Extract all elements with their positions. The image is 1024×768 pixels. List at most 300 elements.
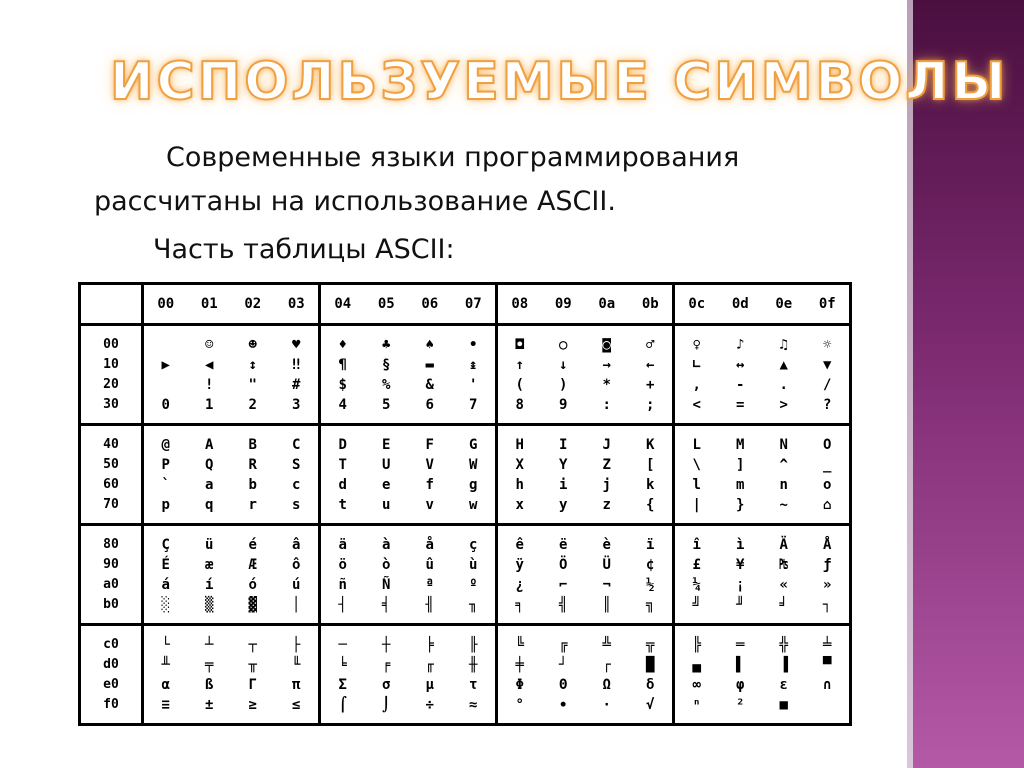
ascii-row-group	[80, 625, 851, 725]
ascii-char: 0	[161, 396, 170, 413]
ascii-char: ¢	[646, 556, 655, 573]
ascii-char: δ	[646, 676, 655, 693]
ascii-cell	[365, 525, 409, 625]
ascii-char: ½	[646, 576, 655, 593]
row-label: a0	[103, 576, 119, 592]
ascii-char: «	[779, 576, 788, 593]
ascii-char: û	[425, 556, 434, 573]
row-labels	[80, 525, 143, 625]
ascii-char: *	[602, 376, 611, 393]
ascii-char: }	[736, 496, 745, 513]
ascii-char: ║	[602, 596, 611, 613]
ascii-char: ♀	[692, 336, 701, 353]
ascii-char: α	[161, 676, 170, 693]
row-label: 00	[103, 336, 119, 352]
ascii-char: V	[425, 456, 434, 473]
ascii-char: _	[823, 456, 832, 473]
ascii-char: ◀	[205, 356, 214, 373]
ascii-char: Ω	[602, 676, 611, 693]
ascii-char: u	[382, 496, 391, 513]
ascii-char: ╚	[515, 636, 524, 653]
ascii-cell	[542, 325, 586, 425]
ascii-cell	[231, 625, 275, 725]
ascii-char: y	[559, 496, 568, 513]
ascii-char: ≡	[161, 696, 170, 713]
ascii-cell	[806, 525, 851, 625]
ascii-header-row	[80, 284, 851, 325]
ascii-cell	[674, 525, 719, 625]
ascii-char: ╤	[205, 656, 214, 673]
ascii-char: ⌠	[338, 696, 347, 713]
ascii-cell	[674, 325, 719, 425]
ascii-cell	[806, 425, 851, 525]
ascii-char: n	[779, 476, 788, 493]
ascii-char: │	[292, 596, 301, 613]
ascii-char: └	[161, 636, 170, 653]
ascii-char: ]	[736, 456, 745, 473]
ascii-cell	[542, 425, 586, 525]
ascii-cell	[674, 625, 719, 725]
ascii-char: φ	[736, 676, 745, 693]
column-header: 0a	[585, 284, 629, 325]
ascii-char: ╣	[559, 596, 568, 613]
column-header: 06	[408, 284, 452, 325]
column-header: 05	[365, 284, 409, 325]
ascii-char: Φ	[515, 676, 524, 693]
ascii-char: ç	[469, 536, 478, 553]
ascii-cell	[231, 425, 275, 525]
ascii-char: ·	[602, 696, 611, 713]
ascii-char: k	[646, 476, 655, 493]
ascii-cell	[408, 525, 452, 625]
ascii-char: ò	[382, 556, 391, 573]
ascii-char: ├	[292, 636, 301, 653]
ascii-char: Θ	[559, 676, 568, 693]
ascii-char: é	[248, 536, 257, 553]
paragraph-line-1: Современные языки программирования	[166, 142, 740, 173]
ascii-char: ╬	[779, 636, 788, 653]
ascii-char: ╔	[559, 636, 568, 653]
ascii-cell	[231, 325, 275, 425]
ascii-cell	[275, 425, 320, 525]
ascii-cell	[320, 525, 365, 625]
ascii-cell	[188, 425, 232, 525]
column-header: 01	[188, 284, 232, 325]
ascii-char: I	[559, 436, 568, 453]
ascii-char: ≈	[469, 696, 478, 713]
ascii-char: 2	[248, 396, 257, 413]
row-label: 90	[103, 556, 119, 572]
ascii-cell	[762, 525, 806, 625]
ascii-char: ¶	[338, 356, 347, 373]
ascii-cell	[188, 525, 232, 625]
row-label: d0	[103, 656, 119, 672]
ascii-cell	[542, 525, 586, 625]
row-label: 70	[103, 496, 119, 512]
ascii-char: ▬	[425, 356, 434, 373]
ascii-char: ←	[646, 356, 655, 373]
row-label: f0	[103, 696, 119, 712]
ascii-char: ♠	[425, 336, 434, 353]
ascii-char: å	[425, 536, 434, 553]
column-header: 09	[542, 284, 586, 325]
ascii-char: π	[292, 676, 301, 693]
ascii-char: ♥	[292, 336, 301, 353]
ascii-char: ª	[425, 576, 434, 593]
ascii-char: X	[515, 456, 524, 473]
ascii-char: O	[823, 436, 832, 453]
ascii-char: á	[161, 576, 170, 593]
row-label: 10	[103, 356, 119, 372]
ascii-char: ▶	[161, 356, 170, 373]
ascii-char: "	[248, 376, 257, 393]
ascii-char: ╢	[425, 596, 434, 613]
ascii-cell	[320, 325, 365, 425]
ascii-char: ╞	[425, 636, 434, 653]
ascii-cell	[806, 625, 851, 725]
column-header: 0e	[762, 284, 806, 325]
ascii-char: ú	[292, 576, 301, 593]
ascii-char: B	[248, 436, 257, 453]
ascii-char: ;	[646, 396, 655, 413]
ascii-char: g	[469, 476, 478, 493]
ascii-char: ┴	[205, 636, 214, 653]
ascii-char: ░	[161, 596, 170, 613]
ascii-cell	[629, 625, 674, 725]
ascii-char: ╒	[382, 656, 391, 673]
ascii-char: @	[161, 436, 170, 453]
ascii-char: >	[779, 396, 788, 413]
ascii-char: 1	[205, 396, 214, 413]
ascii-char: ÷	[425, 696, 434, 713]
ascii-char: σ	[382, 676, 391, 693]
ascii-char: (	[515, 376, 524, 393]
ascii-char: í	[205, 576, 214, 593]
ascii-char: l	[692, 476, 701, 493]
ascii-cell	[143, 625, 188, 725]
ascii-cell	[719, 625, 763, 725]
ascii-char: ‼	[292, 356, 301, 373]
ascii-char: ╪	[515, 656, 524, 673]
ascii-cell	[320, 425, 365, 525]
ascii-char: °	[515, 696, 524, 713]
row-label: 30	[103, 396, 119, 412]
ascii-char: ↑	[515, 356, 524, 373]
ascii-char: ñ	[338, 576, 347, 593]
ascii-cell	[320, 625, 365, 725]
ascii-char: Q	[205, 456, 214, 473]
ascii-char: ù	[469, 556, 478, 573]
ascii-char: É	[161, 556, 170, 573]
ascii-char: K	[646, 436, 655, 453]
ascii-char: ╫	[469, 656, 478, 673]
ascii-char: 7	[469, 396, 478, 413]
ascii-char: m	[736, 476, 745, 493]
ascii-char: 9	[559, 396, 568, 413]
ascii-char: w	[469, 496, 478, 513]
ascii-cell	[719, 425, 763, 525]
ascii-char: è	[602, 536, 611, 553]
ascii-char: v	[425, 496, 434, 513]
ascii-char: ◙	[602, 336, 611, 353]
ascii-char: ÿ	[515, 556, 524, 573]
ascii-char: R	[248, 456, 257, 473]
ascii-char: ╜	[736, 596, 745, 613]
ascii-cell	[275, 625, 320, 725]
ascii-table	[78, 282, 852, 726]
ascii-char: ö	[338, 556, 347, 573]
ascii-cell	[275, 325, 320, 425]
ascii-char: Ü	[602, 556, 611, 573]
ascii-char: ┘	[559, 656, 568, 673]
ascii-char: ê	[515, 536, 524, 553]
ascii-char: S	[292, 456, 301, 473]
ascii-char: ╠	[692, 636, 701, 653]
ascii-cell	[452, 625, 497, 725]
ascii-cell	[143, 425, 188, 525]
ascii-char: ┬	[248, 636, 257, 653]
row-label: b0	[103, 596, 119, 612]
ascii-char: ♪	[736, 336, 745, 353]
ascii-char: 5	[382, 396, 391, 413]
ascii-cell	[497, 425, 542, 525]
ascii-char: º	[469, 576, 478, 593]
ascii-char: p	[161, 496, 170, 513]
ascii-char: f	[425, 476, 434, 493]
ascii-char: ▌	[736, 656, 745, 673]
ascii-char: 4	[338, 396, 347, 413]
ascii-cell	[143, 325, 188, 425]
ascii-cell	[762, 425, 806, 525]
ascii-char: 6	[425, 396, 434, 413]
ascii-char: #	[292, 376, 301, 393]
column-header: 0f	[806, 284, 851, 325]
ascii-char: {	[646, 496, 655, 513]
ascii-char: ╨	[161, 656, 170, 673]
ascii-char: !	[205, 376, 214, 393]
ascii-char: ╝	[692, 596, 701, 613]
ascii-char: C	[292, 436, 301, 453]
column-header: 08	[497, 284, 542, 325]
ascii-char: •	[469, 336, 478, 353]
ascii-char: ∩	[823, 676, 832, 693]
ascii-char: τ	[469, 676, 478, 693]
ascii-char: ₧	[779, 556, 788, 573]
ascii-char: ▄	[692, 656, 701, 673]
ascii-char: Ö	[559, 556, 568, 573]
ascii-char: ¬	[602, 576, 611, 593]
ascii-char: ~	[779, 496, 788, 513]
ascii-char: ╖	[469, 596, 478, 613]
row-labels	[80, 625, 143, 725]
ascii-char: ⌂	[823, 496, 832, 513]
ascii-char: ï	[646, 536, 655, 553]
ascii-cell	[452, 525, 497, 625]
slide-title: ИСПОЛЬЗУЕМЫЕ СИМВОЛЫ	[110, 52, 1009, 112]
ascii-char: ^	[779, 456, 788, 473]
ascii-char: ▐	[779, 656, 788, 673]
ascii-row-group	[80, 425, 851, 525]
column-header: 00	[143, 284, 188, 325]
ascii-char: ☻	[248, 336, 257, 353]
ascii-char: A	[205, 436, 214, 453]
ascii-char: ↨	[469, 356, 478, 373]
ascii-cell	[497, 625, 542, 725]
ascii-char: ╙	[292, 656, 301, 673]
ascii-char: Σ	[338, 676, 347, 693]
ascii-char: ≥	[248, 696, 257, 713]
ascii-char: q	[205, 496, 214, 513]
ascii-char: ╗	[646, 596, 655, 613]
ascii-char: î	[692, 536, 701, 553]
ascii-cell	[275, 525, 320, 625]
ascii-char: ¥	[736, 556, 745, 573]
ascii-char: J	[602, 436, 611, 453]
ascii-char: ☺	[205, 336, 214, 353]
ascii-char: ○	[559, 336, 568, 353]
ascii-char: ╘	[338, 656, 347, 673]
ascii-char: $	[338, 376, 347, 393]
column-header: 0b	[629, 284, 674, 325]
ascii-char: r	[248, 496, 257, 513]
ascii-char: 8	[515, 396, 524, 413]
ascii-char: ╟	[469, 636, 478, 653]
ascii-char: ╕	[515, 596, 524, 613]
ascii-char: ♂	[646, 336, 655, 353]
ascii-char: ß	[205, 676, 214, 693]
ascii-char: ◘	[515, 336, 524, 353]
ascii-char: µ	[425, 676, 434, 693]
ascii-char: \	[692, 456, 701, 473]
ascii-char: ─	[338, 636, 347, 653]
ascii-char: E	[382, 436, 391, 453]
ascii-char: |	[692, 496, 701, 513]
ascii-cell	[542, 625, 586, 725]
ascii-char: c	[292, 476, 301, 493]
ascii-char: ó	[248, 576, 257, 593]
ascii-char: ä	[338, 536, 347, 553]
ascii-char: :	[602, 396, 611, 413]
ascii-char: M	[736, 436, 745, 453]
ascii-char: Z	[602, 456, 611, 473]
ascii-cell	[719, 325, 763, 425]
row-labels	[80, 325, 143, 425]
ascii-char: b	[248, 476, 257, 493]
ascii-char: 3	[292, 396, 301, 413]
ascii-char: ⌡	[382, 696, 391, 713]
ascii-char: ∞	[692, 676, 701, 693]
ascii-cell	[452, 325, 497, 425]
ascii-char: →	[602, 356, 611, 373]
ascii-char: Å	[823, 536, 832, 553]
ascii-char: ¼	[692, 576, 701, 593]
ascii-char: F	[425, 436, 434, 453]
ascii-char: ¿	[515, 576, 524, 593]
ascii-char: Γ	[248, 676, 257, 693]
ascii-char: Ä	[779, 536, 788, 553]
ascii-char: -	[736, 376, 745, 393]
ascii-cell	[452, 425, 497, 525]
ascii-char: ╓	[425, 656, 434, 673]
ascii-char: '	[469, 376, 478, 393]
ascii-char: T	[338, 456, 347, 473]
ascii-char: d	[338, 476, 347, 493]
ascii-char: ≤	[292, 696, 301, 713]
ascii-char: â	[292, 536, 301, 553]
ascii-char: [	[646, 456, 655, 473]
ascii-char: Ç	[161, 536, 170, 553]
ascii-cell	[585, 325, 629, 425]
ascii-cell	[497, 325, 542, 425]
ascii-cell	[231, 525, 275, 625]
ascii-cell	[629, 325, 674, 425]
column-header: 04	[320, 284, 365, 325]
ascii-char: ☼	[823, 336, 832, 353]
ascii-cell	[143, 525, 188, 625]
ascii-char: t	[338, 496, 347, 513]
ascii-char: ╩	[602, 636, 611, 653]
ascii-char: ↔	[736, 356, 745, 373]
ascii-cell	[585, 525, 629, 625]
ascii-corner-cell	[80, 284, 143, 325]
ascii-cell	[188, 625, 232, 725]
ascii-cell	[365, 425, 409, 525]
ascii-char: <	[692, 396, 701, 413]
ascii-char: z	[602, 496, 611, 513]
ascii-char: s	[292, 496, 301, 513]
ascii-row-group	[80, 525, 851, 625]
ascii-char: æ	[205, 556, 214, 573]
ascii-char: W	[469, 456, 478, 473]
ascii-char: N	[779, 436, 788, 453]
ascii-char: ε	[779, 676, 788, 693]
ascii-cell	[762, 325, 806, 425]
row-label: 40	[103, 436, 119, 452]
row-label: 80	[103, 536, 119, 552]
ascii-cell	[629, 425, 674, 525]
ascii-char: i	[559, 476, 568, 493]
ascii-char: ∙	[559, 696, 568, 713]
ascii-cell	[408, 425, 452, 525]
ascii-char: ±	[205, 696, 214, 713]
ascii-char: ,	[692, 376, 701, 393]
ascii-char: `	[161, 476, 170, 493]
ascii-char: £	[692, 556, 701, 573]
ascii-char: ┐	[823, 596, 832, 613]
ascii-char: ▒	[205, 596, 214, 613]
ascii-char: a	[205, 476, 214, 493]
ascii-char: ²	[736, 696, 745, 713]
ascii-char: ╥	[248, 656, 257, 673]
ascii-cell	[408, 625, 452, 725]
ascii-char: /	[823, 376, 832, 393]
ascii-char: ┼	[382, 636, 391, 653]
ascii-char: H	[515, 436, 524, 453]
ascii-char: ë	[559, 536, 568, 553]
table-caption: Часть таблицы ASCII:	[153, 234, 455, 265]
ascii-char: ┤	[338, 596, 347, 613]
ascii-cell	[365, 325, 409, 425]
ascii-char: à	[382, 536, 391, 553]
ascii-char: ∟	[692, 356, 701, 373]
ascii-char: ⁿ	[692, 696, 701, 713]
ascii-char: o	[823, 476, 832, 493]
ascii-char: D	[338, 436, 347, 453]
ascii-char: Y	[559, 456, 568, 473]
ascii-cell	[408, 325, 452, 425]
ascii-char: P	[161, 456, 170, 473]
ascii-char: ì	[736, 536, 745, 553]
